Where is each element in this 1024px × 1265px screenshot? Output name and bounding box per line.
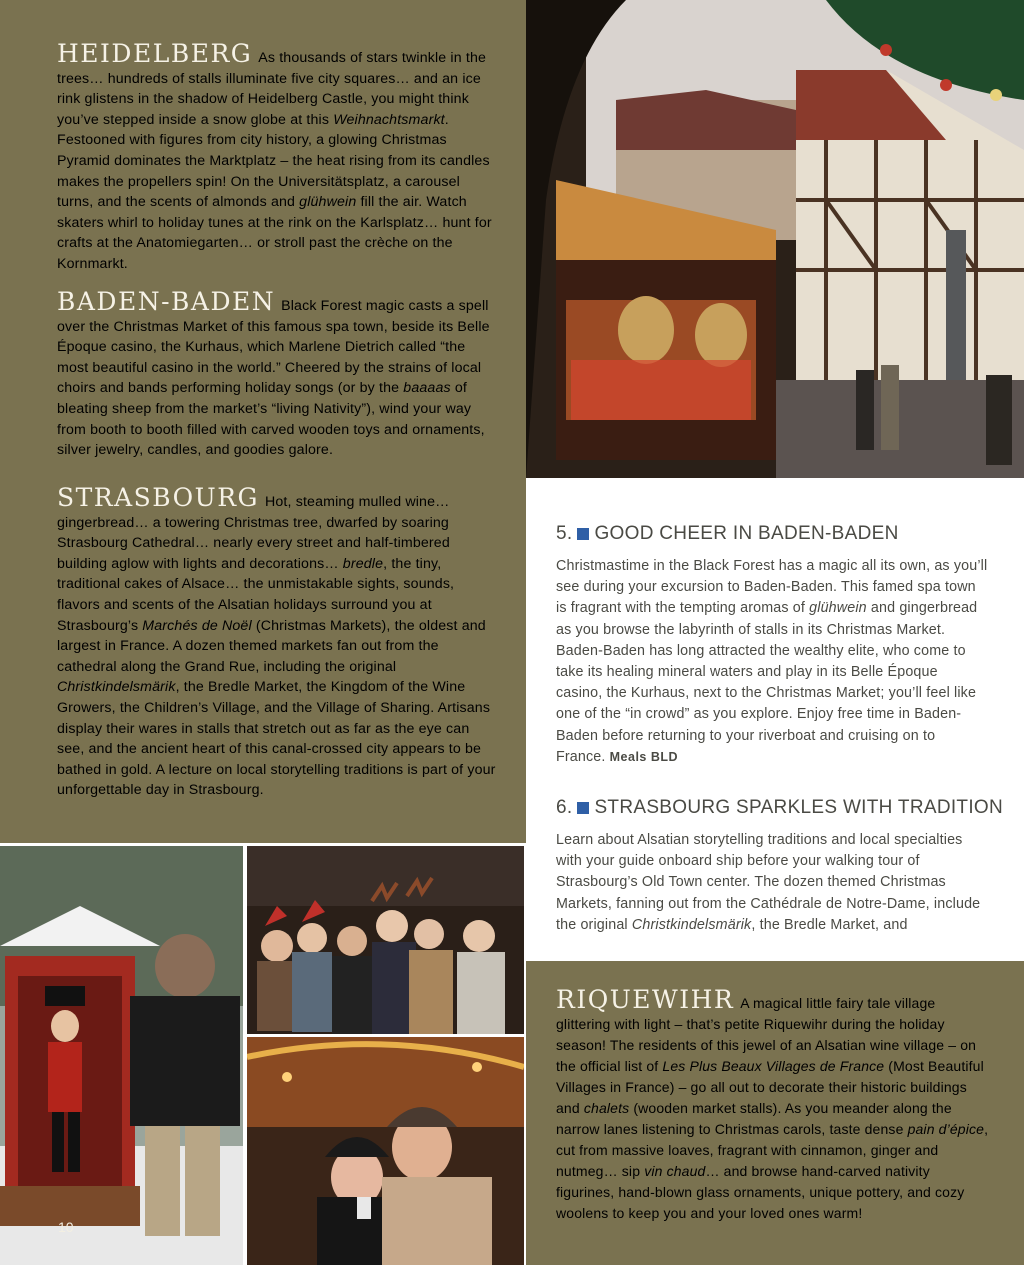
meals-label: Meals BLD [609, 749, 679, 764]
heidelberg-heading: HEIDELBERG [57, 39, 253, 68]
nutcracker-photo [0, 846, 243, 1265]
section-5-title: 5. GOOD CHEER IN BADEN-BADEN [556, 523, 899, 544]
group-party-photo [247, 846, 524, 1034]
section-6-title: 6. STRASBOURG SPARKLES WITH TRADITION [556, 797, 1004, 818]
strasbourg-paragraph: STRASBOURG Hot, steaming mulled wine… gingerbread… a towering Christmas tree, dwarfed by soaring Strasbourg Cathedral… nearly every street and half-timbered building aglow with lights and decorations… bredle, the tiny, traditional cakes of Alsace… the unmistakable sights, sounds, flavors and scents of the Alsatian holidays surround you at Strasbourg’s Marchés de Noël (Christmas Markets), the oldest and largest in France. A dozen themed markets fan out from the cathedral along the Grand Rue, including the original Christkindelsmärik, the Bredle Market, the Kingdom of the Wine Growers, the Children’s Village, and the Village of Sharing. Artisans display their wares in stalls that stretch out as far as the eye can see, and the ancient heart of this canal-crossed city appears to be bathed in gold. A lecture on local storytelling traditions is part of your unforgettable day in Strasbourg. [57, 483, 496, 799]
page-number: 10 [58, 1219, 74, 1235]
riquewihr-paragraph: RIQUEWIHR A magical little fairy tale village glittering with light – that’s petite Riquewihr during the holiday season! The residents of this jewel of an Alsatian wine village – on the official list of Les Plus Beaux Villages de France (Most Beautiful Villages in France) – go all out to decorate their historic buildings and chalets (wooden market stalls). As you meander along the narrow lanes listening to Christmas carols, taste dense pain d’épice, cut from massive loaves, fragrant with cinnamon, ginger and nutmeg… sip vin chaud… and browse hand-carved nativity figurines, hand-blown glass ornaments, unique pottery, and cozy woolens to keep you and your loved ones warm! [556, 985, 989, 1221]
section-6-body: Learn about Alsatian storytelling traditions and local specialties with your guide onboard ship before your walking tour of Strasbourg’s Old Town center. The dozen themed Christmas Markets, fanning out from the Cathédrale de Notre-Dame, include the original Christkindelsmärik, the Bredle Market, and [556, 832, 981, 933]
baden-baden-paragraph: BADEN-BADEN Black Forest magic casts a spell over the Christmas Market of this famous spa town, beside its Belle Époque casino, the Kurhaus, which Marlene Dietrich called “the most beautiful casino in the world.” Cheered by the strains of local choirs and bands performing holiday songs (or by the baaaas of bleating sheep from the market’s “living Nativity”), wind your way from booth to booth filled with carved wooden toys and ornaments, silver jewelry, candles, and goodies galore. [57, 287, 490, 459]
riquewihr-heading: RIQUEWIHR [556, 985, 735, 1014]
blue-square-icon [577, 528, 589, 540]
strasbourg-heading: STRASBOURG [57, 483, 259, 512]
blue-square-icon [577, 802, 589, 814]
heidelberg-paragraph: HEIDELBERG As thousands of stars twinkle in the trees… hundreds of stalls illuminate five city squares… and an ice rink glistens in the shadow of Heidelberg Castle, you might think you’ve stepped inside a snow globe at this Weihnachtsmarkt. Festooned with figures from city history, a glowing Christmas Pyramid dominates the Marktplatz – the heat rising from its candles makes the propellers spin! On the Universitätsplatz, a carousel turns, and the scents of almonds and glühwein fill the air. Watch skaters whirl to holiday tunes at the rink on the Karlsplatz… hunt for crafts at the Anatomiegarten… or stroll past the crèche on the Kornmarkt. [57, 39, 492, 272]
baden-baden-heading: BADEN-BADEN [57, 287, 276, 316]
section-5-body: Christmastime in the Black Forest has a magic all its own, as you’ll see during your excursion to Baden-Baden. This famed spa town is fragrant with the tempting aromas of glühwein and gingerbread as you browse the labyrinth of stalls in its Christmas Market. Baden-Baden has long attracted the wealthy elite, who come to take its healing mineral waters and play in its Belle Époque casino, the Kurhaus, next to the Christmas Market; you’ll feel like one of the “in crowd” as you explore. Enjoy free time in Baden-Baden before returning to your riverboat and cruising on to France. Meals BLD [556, 558, 988, 765]
market-square-photo [526, 0, 1024, 478]
couple-photo [247, 1037, 524, 1265]
